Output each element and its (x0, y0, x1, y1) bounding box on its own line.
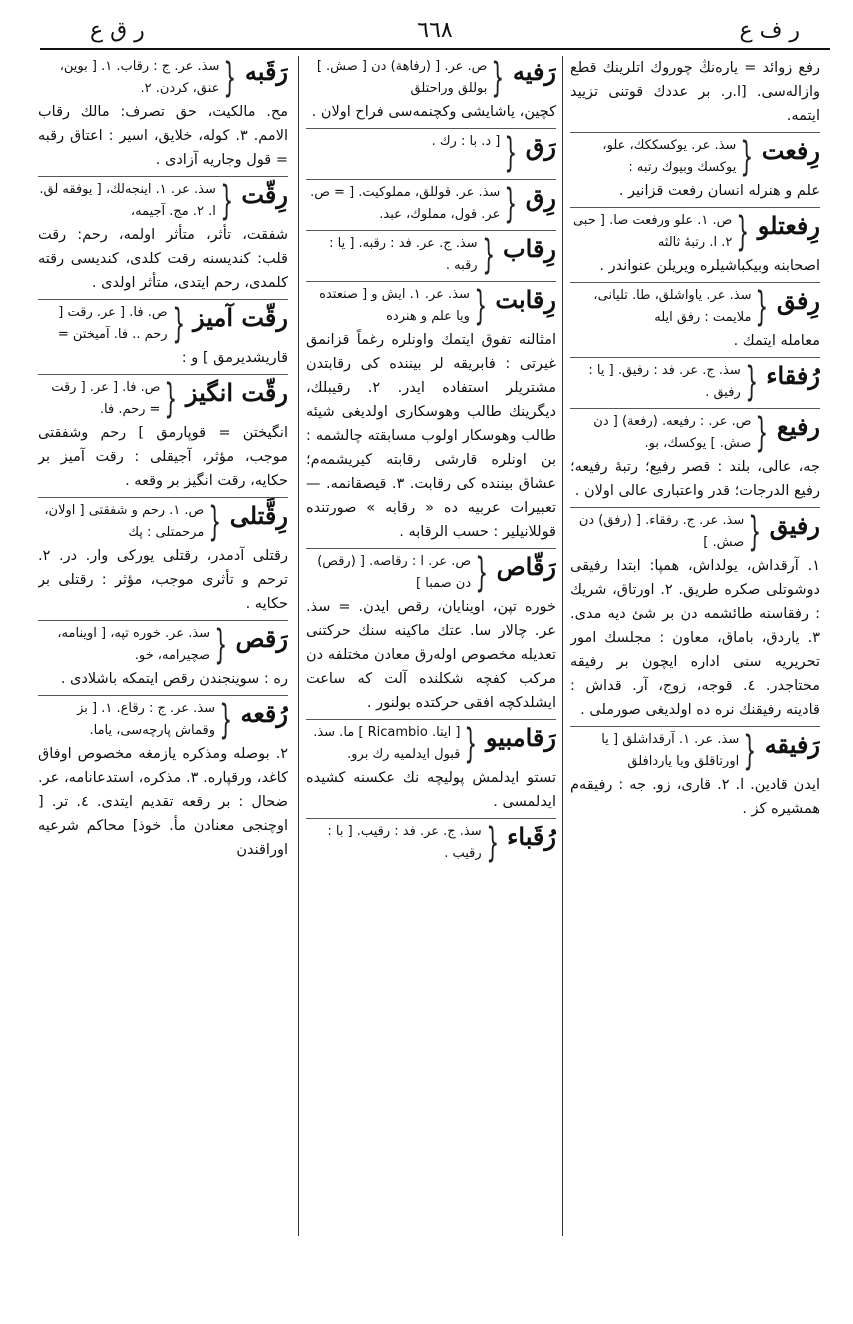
brace-glyph: { (755, 410, 769, 456)
brace-glyph: { (223, 56, 237, 101)
headword: رُقَباء (507, 822, 556, 851)
brace-glyph: { (464, 721, 478, 767)
brace-glyph: { (486, 820, 499, 866)
headword: رَفيه (512, 57, 556, 86)
entry-gloss: سذ. عر. ١. اينجەلك، [ يوفقه لق. ا. ٢. مج. آجيمه، (39, 182, 216, 219)
brace-glyph: { (475, 550, 489, 596)
dictionary-entry (38, 377, 288, 498)
entry-gloss: ص. فا. [ عر. رقت [ رحم .. فا. آميختن = (57, 305, 168, 342)
headword: رقّت انگيز (185, 378, 288, 407)
brace-glyph: { (214, 622, 228, 668)
brace-glyph: { (745, 359, 758, 405)
dictionary-entry (306, 551, 556, 720)
entry-gloss: ص. ١. علو ورفعت صا. [ حبى ٢. ا. رتبۀ ثالثه (572, 213, 733, 250)
entry-gloss: ص. عر. : رفيعه. (رفعة) [ دن صش. ] يوكسك، بو. (593, 414, 752, 451)
entry-gloss: [ ايتا. Ricambio ] ما. سذ. قبول ايدلميه رك برو. (313, 725, 461, 762)
entry-body: شفقت، تأثر، متأثر اولمه، رحم: رقت قلب: كنديسنه رقت كلدى، كنديسى رقته كلمدى، رحم ايتدى، متأثر اولدى . (38, 227, 288, 291)
entry-body: ٢. بوصله ومذكره يازمغه مخصوص اوفاق كاغد، ورقپاره. ٣. مذكره، استدعانامه، عر. ضحال : بر رقعه تقديم ايتدى. ٤. تر. [ اوچنجى معنادن مأ. خوذ] محاكم شرعيه اوراقندن (38, 746, 288, 858)
entry-gloss: سذ. عر. ج : رقاب. ١. [ بوين، عنق، كردن. ٢. (59, 59, 220, 96)
entry-body: علم و هنرله انسان رفعت قزانير . (618, 183, 820, 199)
brace-glyph: { (474, 283, 488, 329)
brace-glyph: { (504, 130, 518, 176)
dictionary-entry (38, 56, 288, 177)
headword: رَقّاص (496, 552, 556, 581)
headword: رِفعت (761, 136, 820, 165)
brace-glyph: { (740, 134, 754, 180)
headword: رفيق (769, 511, 820, 540)
headword: رِفق (776, 286, 820, 315)
column-intro-text: رفع زوائد = يارەنڭ چوروك اتلرينك قطع وازالەسی. [ا.ر. بر عددك قوتنى تزييد ايتمه. (570, 56, 820, 133)
entry-body: ره : سوينجندن رقص ايتمكه باشلادى . (60, 671, 288, 687)
entry-body: تستو ايدلمش پوليچه نك عكسنه كشيده ايدلمسى . (306, 770, 556, 810)
page-header (40, 18, 830, 46)
headword: رِقَّتلى (229, 501, 288, 530)
entry-gloss: سذ. ج. عر. فد : رفيق. [ يا : رفيق . (588, 363, 741, 400)
brace-glyph: { (164, 376, 178, 422)
dictionary-entry (570, 210, 820, 283)
entry-body: معامله ايتمك . (733, 333, 820, 349)
dictionary-entry (306, 821, 556, 869)
entry-body: قاريشديرمق ] و : (181, 350, 288, 366)
brace-glyph: { (208, 499, 222, 545)
header-right-letters: ر ف ع (739, 18, 800, 43)
column-divider (298, 56, 299, 1236)
brace-glyph: { (491, 56, 505, 101)
entry-gloss: ص. عر. ا : رقاصه. [ (رقص) دن صمبا ] (317, 554, 472, 591)
entry-gloss: [ د. با : رك . (431, 134, 501, 149)
brace-glyph: { (504, 181, 518, 227)
headword: رِفعتلو (757, 211, 820, 240)
column-left (38, 56, 288, 1236)
headword: رَق (525, 132, 556, 161)
headword: رِقابت (495, 285, 556, 314)
headword: رَفيقه (764, 730, 820, 759)
entry-gloss: سذ. عر. ١. آرقداشلق [ يا اورتاقلق ويا ياردافلق (601, 732, 740, 769)
dictionary-entry (306, 722, 556, 819)
entry-body: ١. آرقداش، يولداش، همپا: ابتدا رفيقى دوشوتلى صكره طريق. ٢. اورتاق، شريك : رفقاسنه طائشمه دن بر شئ ديه مدى. ٣. ياردق، باماق، معاون : مجلسك امور تحريريه سنى اداره ايچون بر رفيقه محتاجدر. ٤. قوجه، زوج، آر. قداش : قادينه رفيقنك نره ده اولديغى صورملى . (570, 558, 820, 718)
entry-gloss: سذ. عر. ج. رفقاء. [ (رفق) دن صش. ] (578, 513, 745, 550)
dictionary-entry (306, 182, 556, 231)
dictionary-entry (38, 698, 288, 866)
dictionary-entry (306, 131, 556, 180)
headword: رِقّت (241, 180, 288, 209)
entry-gloss: سذ. عر. قوللق، مملوكيت. [ = ص. عر. قول، مملوك، عبد. (310, 185, 501, 222)
brace-glyph: { (736, 209, 750, 255)
dictionary-entry (38, 302, 288, 375)
entry-body: خوره تپن، اوينايان، رقص ايدن. = سذ. عر. چالار سا. عتك ماكينه سنك حركتنى تعديله مخصوص اولەرق معادن مختلفه دن مركب كفچه شكلنده آلت كه ساعت ايشلدكچه افقى حركتده بولنور . (306, 599, 556, 711)
dictionary-entry (570, 411, 820, 508)
dictionary-entry (570, 360, 820, 409)
column-right (570, 56, 820, 1236)
headword: رَقَبه (244, 57, 288, 86)
entry-body: مح. مالكيت، حق تصرف: مالك رقاب الامم. ٣. كوله، خلايق، اسير : اعتاق رقبه = قول وجاريه آزادى . (38, 104, 288, 168)
entry-gloss: سذ. عر. ج : رقاع. ١. [ بز وقماش پارچەسى، ياما. (77, 701, 216, 738)
entry-body: امثالنه تفوق ايتمك واونلره رغماً قزانمق غيرتى : فابريقه لر بيننده كى رقابتدن مشتريلر استفاده ايدر. ٢. رقيبلك، ديگرينك طالب وهوسكارى اولديغى شيئه طالب وهوسكار اولوب مسابقته چالشمه : بن اونلره قارشى رقابته كيريشمەم؛ عشاق بيننده كى رقابت. ٣. قيصقانمه. — تعبيرات عربيه ده « رقابه » صورتنده قوللانيلير : حسب الرقابه . (306, 332, 556, 540)
entry-body: رقتلى آدمدر، رقتلى يوركى وار. در. ٢. ترحم و تأثرى موجب، مؤثر : رقتلى بر حكايه . (38, 548, 288, 612)
entry-body: جه، عالى، بلند : قصر رفيع؛ رتبۀ رفيعه؛ رفيع الدرجات؛ قدر واعتبارى عالى اولان . (570, 459, 820, 499)
dictionary-entry (38, 179, 288, 300)
entry-body: اصحابنه وبيكباشيلره ويريلن عنواندر . (599, 258, 820, 274)
entry-gloss: ص. فا. [ عر. [ رقت = رحم. فا. (51, 380, 161, 417)
brace-glyph: { (171, 301, 185, 347)
brace-glyph: { (755, 284, 769, 330)
entry-gloss: سذ. ج. عر. فد : رقيب. [ با : رقيب . (327, 824, 482, 861)
headword: رَقص (235, 624, 288, 653)
dictionary-entry (570, 510, 820, 727)
entry-gloss: سذ. عر. يوكسككك، علو، يوكسك وبيوك رتبه : (602, 138, 737, 175)
headword: رفيع (776, 412, 820, 441)
entry-gloss: ص. عر. [ (رفاهة) دن [ صش. ] بوللق وراحتلق (316, 59, 488, 96)
dictionary-entry (570, 135, 820, 208)
dictionary-entry (306, 56, 556, 129)
headword: رُفقاء (766, 361, 820, 390)
entry-gloss: سذ. عر. خوره تپه، [ اوينامه، صچيرامه، خو. (57, 626, 211, 663)
entry-gloss: سذ. ج. عر. فد : رقبه. [ يا : رقبه . (329, 236, 478, 273)
header-left-letters: ر ق ع (90, 18, 145, 43)
brace-glyph: { (481, 232, 495, 278)
headword: رَقامبيو (485, 723, 556, 752)
dictionary-entry (570, 729, 820, 825)
brace-glyph: { (748, 509, 762, 555)
entry-body: ايدن قادين. ا. ٢. قارى، زو. جه : رفيقەم همشيره كز . (570, 777, 820, 817)
entry-body: انگيختن = قوپارمق ] رحم وشفقتى موجب، مؤثر، آجيقلى : رقت آميز بر حكايه، رقت انگيز بر وقعه . (38, 425, 288, 489)
headword: رِقاب (503, 234, 556, 263)
dictionary-entry (38, 500, 288, 621)
column-middle (306, 56, 556, 1236)
brace-glyph: { (743, 728, 757, 774)
entry-gloss: سذ. عر. ١. ايش و [ صنعتده ويا علم و هنرده (319, 287, 470, 324)
dictionary-entry (38, 623, 288, 696)
brace-glyph: { (219, 697, 233, 743)
header-rule (40, 48, 830, 50)
headword: رِق (525, 183, 556, 212)
dictionary-entry (306, 233, 556, 282)
entry-body: كچين، ياشايشى وكچنمەسى فراح اولان . (311, 104, 556, 120)
headword: رقّت آميز (193, 303, 288, 332)
brace-glyph: { (220, 178, 233, 224)
entry-gloss: ص. ١. رحم و شفقتى [ اولان، مرحمتلى : پك (44, 503, 205, 540)
column-divider (562, 56, 563, 1236)
dictionary-entry (306, 284, 556, 549)
page-number: ٦٦٨ (417, 18, 453, 43)
entry-gloss: سذ. عر. ياواشلق، طا. تليانى، ملايمت : رفق ايله (593, 288, 752, 325)
headword: رُقعه (240, 699, 288, 728)
dictionary-entry (570, 285, 820, 358)
